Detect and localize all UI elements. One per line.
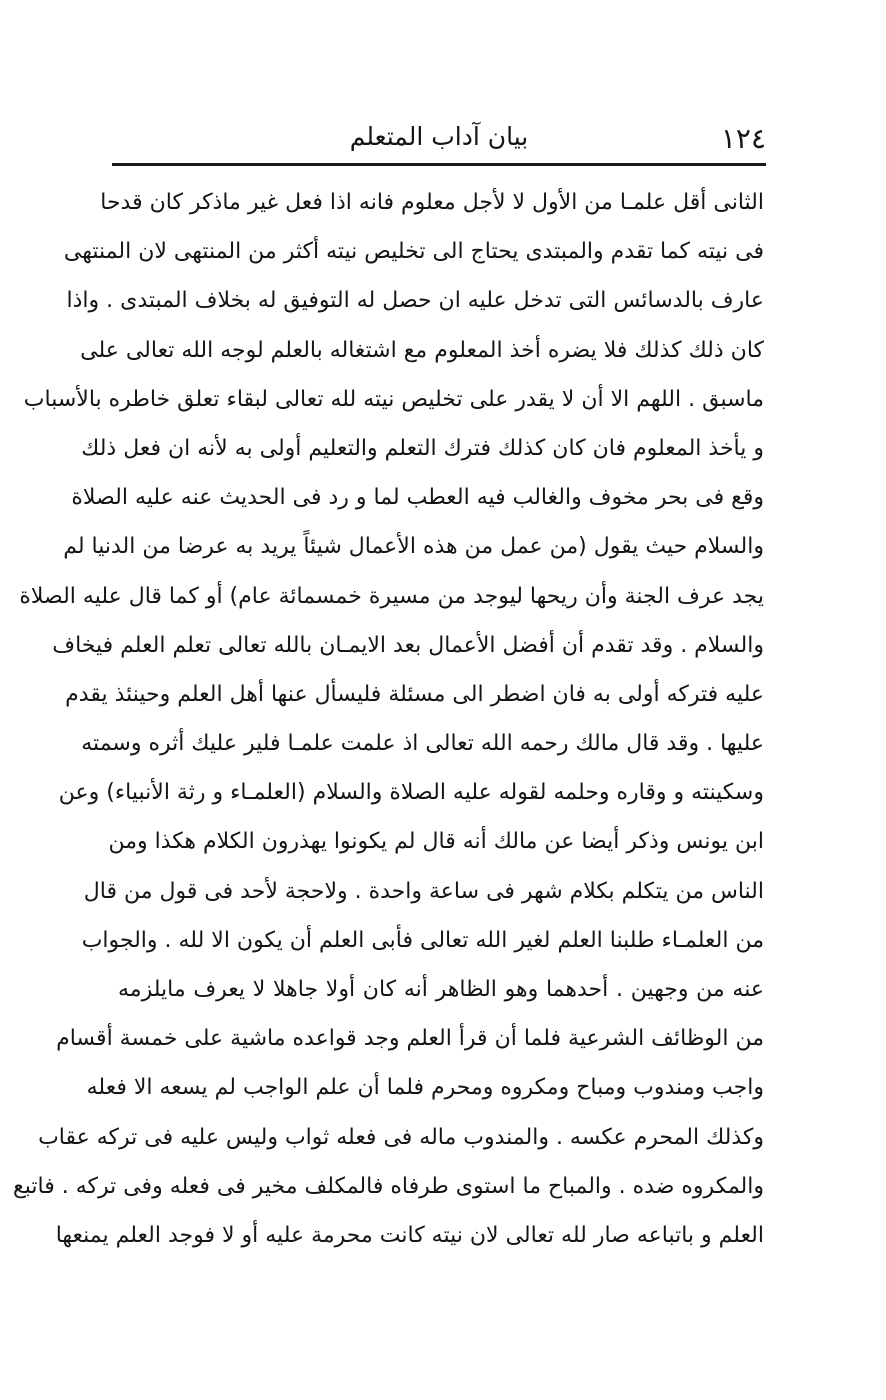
text-line: كان ذلك كذلك فلا يضره أخذ المعلوم مع اشتغاله بالعلم لوجه الله تعالى على xyxy=(80,337,764,363)
text-line: عارف بالدسائس التى تدخل عليه ان حصل له التوفيق له بخلاف المبتدى . واذا xyxy=(66,288,764,314)
text-line: عليها . وقد قال مالك رحمه الله تعالى اذ علمت علمـا فلير عليك أثره وسمته xyxy=(81,731,764,757)
text-line: و يأخذ المعلوم فان كان كذلك فترك التعلم والتعليم أولى به لأنه ان فعل ذلك xyxy=(81,435,764,461)
page-header xyxy=(112,112,766,162)
text-line: من الوظائف الشرعية فلما أن قرأ العلم وجد قواعده ماشية على خمسة أقسام xyxy=(56,1026,764,1052)
text-line: ابن يونس وذكر أيضا عن مالك أنه قال لم يكونوا يهذرون الكلام هكذا ومن xyxy=(108,829,764,855)
text-line: والسلام حيث يقول (من عمل من هذه الأعمال شيئاً يريد به عرضا من الدنيا لم xyxy=(63,534,764,560)
text-line: واجب ومندوب ومباح ومكروه ومحرم فلما أن علم الواجب لم يسعه الا فعله xyxy=(86,1075,764,1101)
text-line: عنه من وجهين . أحدهما وهو الظاهر أنه كان أولا جاهلا لا يعرف مايلزمه xyxy=(118,977,764,1002)
text-line: يجد عرف الجنة وأن ريحها ليوجد من مسيرة خمسمائة عام) أو كما قال عليه الصلاة xyxy=(19,583,764,609)
header-rule xyxy=(112,163,766,166)
text-line: والمكروه ضده . والمباح ما استوى طرفاه فالمكلف مخير فى فعله وفى تركه . فاتبع xyxy=(13,1173,764,1199)
text-line: وقع فى بحر مخوف والغالب فيه العطب لما و رد فى الحديث عنه عليه الصلاة xyxy=(71,485,764,511)
text-line: ماسبق . اللهم الا أن لا يقدر على تخليص نيته لله تعالى لبقاء تعلق خاطره بالأسباب xyxy=(23,386,764,412)
text-line: فى نيته كما تقدم والمبتدى يحتاج الى تخليص نيته أكثر من المنتهى لان المنتهى xyxy=(63,239,764,265)
text-line: الناس من يتكلم بكلام شهر فى ساعة واحدة . ولاحجة لأحد فى قول من قال xyxy=(83,878,764,904)
text-line: وسكينته و وقاره وحلمه لقوله عليه الصلاة والسلام (العلمـاء و رثة الأنبياء) وعن xyxy=(58,780,764,806)
page-number: ١٢٤ xyxy=(720,122,766,155)
text-line: من العلمـاء طلبنا العلم لغير الله تعالى فأبى العلم أن يكون الا لله . والجواب xyxy=(81,927,764,953)
text-line: وكذلك المحرم عكسه . والمندوب ماله فى فعله ثواب وليس عليه فى تركه عقاب xyxy=(38,1124,764,1150)
text-line: عليه فتركه أولى به فان اضطر الى مسئلة فليسأل عنها أهل العلم وحينئذ يقدم xyxy=(65,681,764,707)
text-line: العلم و باتباعه صار لله تعالى لان نيته كانت محرمة عليه أو لا فوجد العلم يمنعها xyxy=(55,1222,764,1248)
text-line: والسلام . وقد تقدم أن أفضل الأعمال بعد الايمـان بالله تعالى تعلم العلم فيخاف xyxy=(52,632,764,658)
running-title: بيان آداب المتعلم xyxy=(349,122,529,151)
text-line: الثانى أقل علمـا من الأول لا لأجل معلوم فانه اذا فعل غير ماذكر كان قدحا xyxy=(100,190,764,215)
body-text xyxy=(13,178,764,1260)
